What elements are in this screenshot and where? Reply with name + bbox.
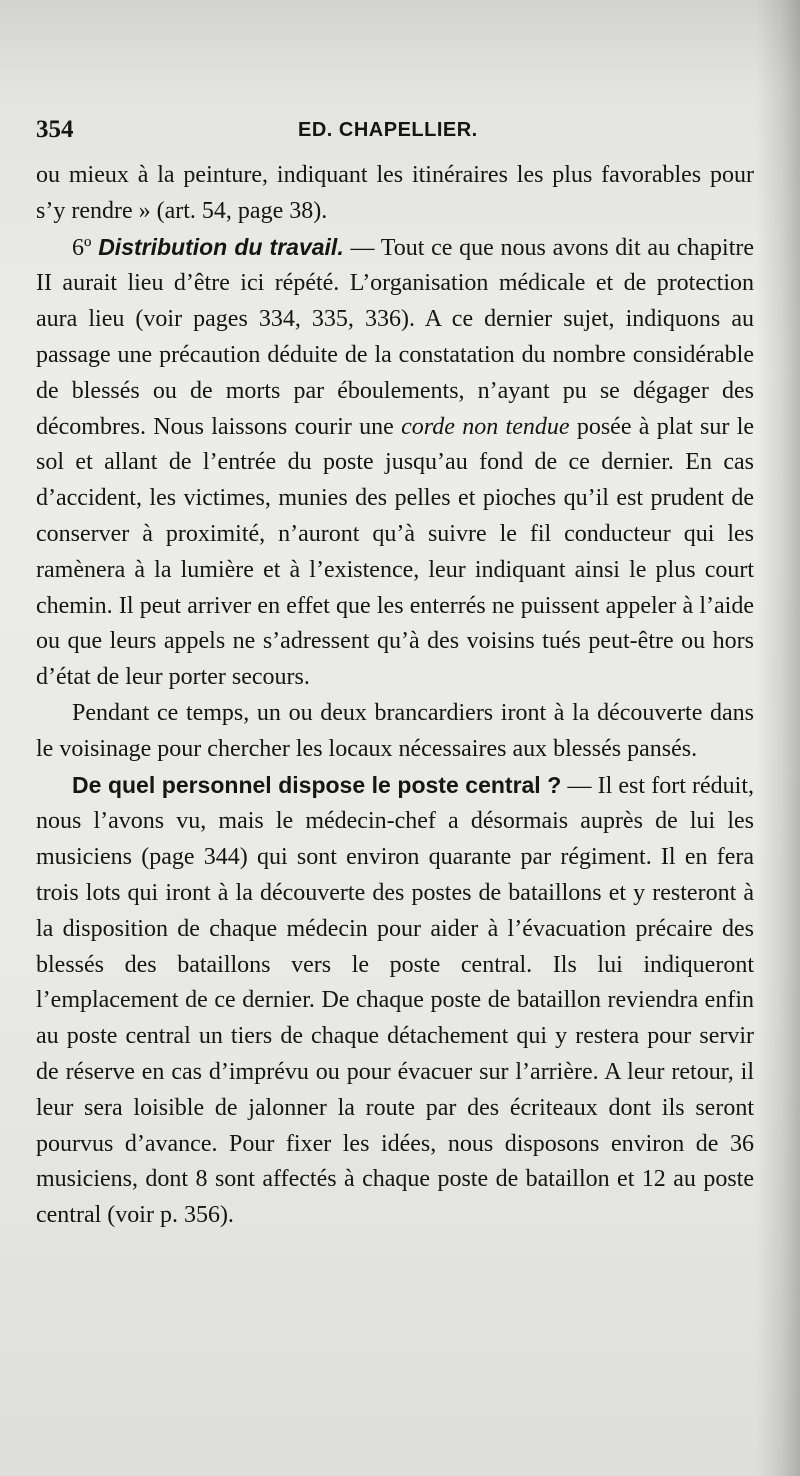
paragraph-personnel bbox=[36, 768, 754, 1234]
paragraph-brancardiers: Pendant ce temps, un ou deux brancardiers iront à la découverte dans le voisinage pour chercher les locaux nécessaires aux blessés pansés. bbox=[36, 699, 754, 762]
page-header bbox=[36, 116, 740, 150]
paragraph-text-part-b: posée à plat sur le sol et allant de l’entrée du poste jusqu’au fond de ce dernier. En cas d’accident, les victimes, munies des pelles et pioches qu’il est prudent de conserver à proximité, n’auront qu’à suivre le fil conducteur qui les ramènera à la lumière et à l’existence, leur indiquant ainsi le plus court chemin. Il peut arriver en effet que les enterrés ne puissent appeler à l’aide ou que leurs appels ne s’adressent qu’à des voisins tués peut-être ou hors d’état de leur porter secours. bbox=[36, 413, 755, 691]
running-head: ED. CHAPELLIER. bbox=[298, 119, 478, 141]
section-heading-personnel: De quel personnel dispose le poste central ? bbox=[72, 771, 562, 798]
page-number: 354 bbox=[36, 116, 74, 143]
paragraph-text-personnel: — Il est fort réduit, nous l’avons vu, mais le médecin-chef a désormais auprès de lui les musiciens (page 344) qui sont environ quarante par régiment. Il en fera trois lots qui iront à la découverte des postes de bataillons et y resteront à la disposition de chaque médecin pour aider à l’évacuation précaire des blessés des bataillons vers le poste central. Ils lui indiqueront l’emplacement de ce dernier. De chaque poste de bataillon reviendra enfin au poste central un tiers de chaque détachement qui y restera pour servir de réserve en cas d’imprévu ou pour évacuer sur l’arrière. A leur retour, il leur sera loisible de jalonner la route par des écriteaux dont ils seront pourvus d’avance. Pour fixer les idées, nous disposons environ de 36 musiciens, dont 8 sont affectés à chaque poste de bataillon et 12 au poste central (voir p. 356). bbox=[36, 772, 755, 1229]
page-edge-shadow bbox=[756, 0, 800, 1476]
paragraph-distribution bbox=[36, 230, 754, 696]
paragraph-text-part-a: — Tout ce que nous avons dit au chapitre II aurait lieu d’être ici répété. L’organisation médicale et de protection aura lieu (voir pages 334, 335, 336). A ce dernier sujet, indiquons au passage une précaution déduite de la constatation du nombre considérable de blessés ou de morts par éboulements, n’ayant pu se dégager des décombres. Nous laissons courir une bbox=[36, 234, 755, 440]
body-text bbox=[36, 158, 754, 1234]
italic-phrase: corde non tendue bbox=[401, 413, 570, 440]
section-number: 6º bbox=[72, 234, 92, 261]
paragraph-continuation: ou mieux à la peinture, indiquant les itinéraires les plus favorables pour s’y rendre » (art. 54, page 38). bbox=[36, 162, 754, 224]
section-heading-distribution: Distribution du travail. bbox=[98, 233, 344, 260]
